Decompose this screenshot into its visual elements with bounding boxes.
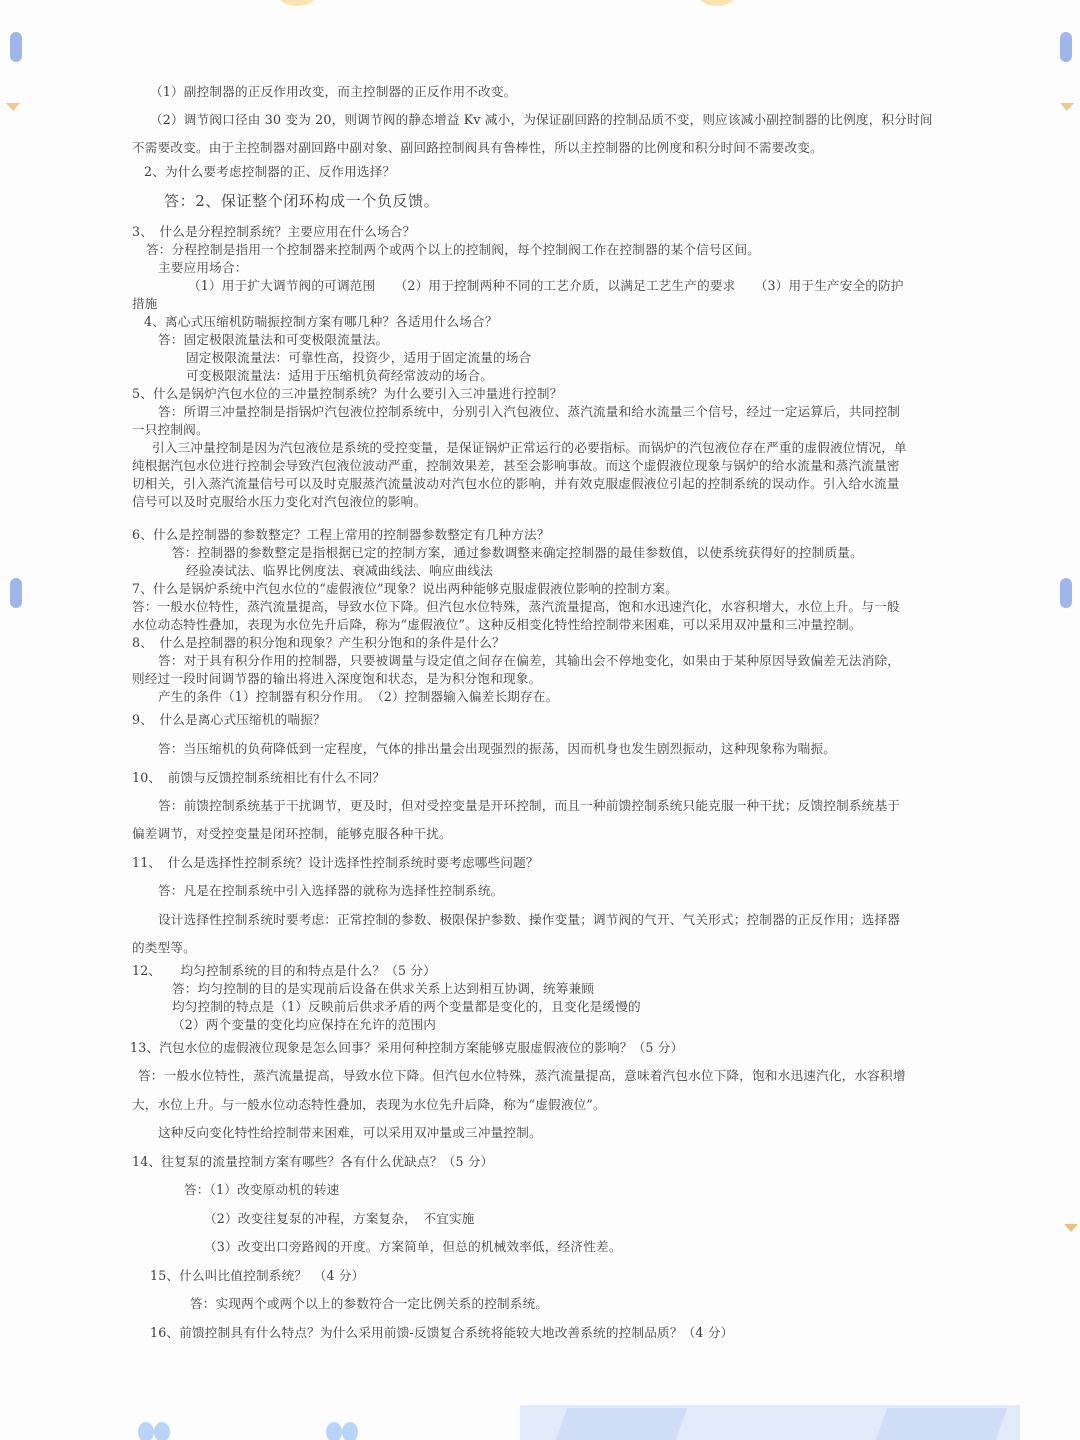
- text-line: 引入三冲量控制是因为汽包液位是系统的受控变量，是保证锅炉正常运行的必要指标。而锅炉的汽包液位存在严重的虚假液位情况，单: [152, 440, 907, 455]
- decor-triangle: [1064, 1224, 1078, 1232]
- text-line: 切相关，引入蒸汽流量信号可以及时克服蒸汽流量波动对汽包水位的影响，并有效克服虚假液位引起的控制系统的误动作。引入给水流量: [132, 476, 900, 491]
- text-line: 11、 什么是选择性控制系统？设计选择性控制系统时要考虑哪些问题？: [132, 855, 539, 870]
- text-line: 答：一般水位特性，蒸汽流量提高，导致水位下降。但汽包水位特殊，蒸汽流量提高，意味着汽包水位下降，饱和水迅速汽化，水容积增: [138, 1068, 906, 1083]
- decor-shape: [553, 1408, 688, 1440]
- decor-blob: [698, 0, 736, 6]
- text-line: 纯根据汽包水位进行控制会导致汽包液位波动严重，控制效果差，甚至会影响事故。而这个虚假液位现象与锅炉的给水流量和蒸汽流量密: [132, 458, 900, 473]
- text-line: 信号可以及时克服给水压力变化对汽包液位的影响。: [132, 494, 427, 509]
- text-line: 10、 前馈与反馈控制系统相比有什么不同？: [132, 770, 386, 785]
- text-line: 偏差调节，对受控变量是闭环控制，能够克服各种干扰。: [132, 826, 452, 841]
- text-line: 经验凑试法、临界比例度法、衰减曲线法、响应曲线法: [186, 563, 494, 578]
- text-line: 答：一般水位特性，蒸汽流量提高，导致水位下降。但汽包水位特殊，蒸汽流量提高，饱和水迅速汽化，水容积增大，水位上升。与一般: [132, 599, 900, 614]
- text-line: 2、为什么要考虑控制器的正、反作用选择？: [144, 164, 396, 179]
- text-line: 8、 什么是控制器的积分饱和现象？产生积分饱和的条件是什么？: [132, 635, 505, 650]
- text-line: 固定极限流量法：可靠性高，投资少，适用于固定流量的场合: [186, 350, 532, 365]
- text-line: （1）副控制器的正反作用改变，而主控制器的正反作用不改变。: [150, 84, 517, 99]
- text-line: 答：凡是在控制系统中引入选择器的就称为选择性控制系统。: [158, 883, 504, 898]
- text-line: 可变极限流量法：适用于压缩机负荷经常波动的场合。: [186, 368, 494, 383]
- decor-tab: [10, 578, 22, 608]
- text-line: 答：控制器的参数整定是指根据已定的控制方案，通过参数调整来确定控制器的最佳参数值，以使系统获得好的控制质量。: [172, 545, 863, 560]
- text-line: 答：对于具有积分作用的控制器，只要被调量与设定值之间存在偏差，其输出会不停地变化，如果由于某种原因导致偏差无法消除，: [158, 653, 901, 668]
- text-line: 均匀控制的特点是（1）反映前后供求矛盾的两个变量都是变化的，且变化是缓慢的: [172, 999, 641, 1014]
- decor-tab: [1060, 578, 1072, 608]
- text-line: （1）用于扩大调节阀的可调范围 （2）用于控制两种不同的工艺介质，以满足工艺生产的要求 （3）用于生产安全的防护: [188, 278, 904, 293]
- text-line: （2）调节阀口径由 30 变为 20，则调节阀的静态增益 Kv 减小，为保证副回路的控制品质不变，则应该减小副控制器的比例度，积分时间: [150, 112, 933, 127]
- text-line: 的类型等。: [132, 940, 196, 955]
- decor-shape: [873, 1408, 1008, 1440]
- text-line: 12、 均匀控制系统的目的和特点是什么？（5 分）: [132, 963, 437, 978]
- text-line: （3）改变出口旁路阀的开度。方案简单，但总的机械效率低，经济性差。: [204, 1239, 622, 1254]
- text-line: 答：当压缩机的负荷降低到一定程度，气体的排出量会出现强烈的振荡，因而机身也发生剧烈振动，这种现象称为喘振。: [158, 741, 837, 756]
- text-line: 6、什么是控制器的参数整定？工程上常用的控制器参数整定有几种方法？: [132, 527, 550, 542]
- decor-blob: [278, 0, 316, 6]
- text-line: 产生的条件（1）控制器有积分作用。 （2）控制器输入偏差长期存在。: [158, 689, 559, 704]
- text-line: 16、前馈控制具有什么特点？为什么采用前馈-反馈复合系统将能较大地改善系统的控制品质？（4 分）: [150, 1325, 734, 1340]
- decor-triangle: [6, 103, 20, 111]
- text-line: 答：所谓三冲量控制是指锅炉汽包液位控制系统中，分别引入汽包液位、蒸汽流量和给水流量三个信号，经过一定运算后，共同控制: [158, 404, 901, 419]
- text-line: 4、离心式压缩机防喘振控制方案有哪几种？各适用什么场合？: [144, 314, 498, 329]
- text-line: 答：（1）改变原动机的转速: [184, 1182, 340, 1197]
- text-line: 一只控制阀。: [132, 422, 209, 437]
- text-line: 大，水位上升。与一般水位动态特性叠加，表现为水位先升后降，称为“虚假液位”。: [132, 1097, 606, 1112]
- text-line: 答：分程控制是指用一个控制器来控制两个或两个以上的控制阀，每个控制阀工作在控制器的某个信号区间。: [146, 242, 761, 257]
- text-line: （2）改变往复泵的冲程，方案复杂， 不宜实施: [204, 1211, 475, 1226]
- text-line: 则经过一段时间调节器的输出将进入深度饱和状态，是为积分饱和现象。: [132, 671, 542, 686]
- text-line: 主要应用场合：: [158, 260, 248, 275]
- text-line: 答：固定极限流量法和可变极限流量法。: [158, 332, 389, 347]
- decor-flower: [138, 1418, 172, 1440]
- text-line: 14、往复泵的流量控制方案有哪些？各有什么优缺点？（5 分）: [132, 1154, 494, 1169]
- text-line: 15、什么叫比值控制系统？ （4 分）: [150, 1268, 365, 1283]
- text-line: （2）两个变量的变化均应保持在允许的范围内: [172, 1017, 437, 1032]
- text-line: 答：均匀控制的目的是实现前后设备在供求关系上达到相互协调，统筹兼顾: [172, 981, 595, 996]
- text-line: 水位动态特性叠加，表现为水位先升后降，称为“虚假液位”。这种反相变化特性给控制带来困难，可以采用双冲量和三冲量控制。: [132, 617, 862, 632]
- text-line: 9、 什么是离心式压缩机的喘振？: [132, 712, 326, 727]
- decor-tab: [1060, 32, 1072, 62]
- text-line: 答：前馈控制系统基于干扰调节，更及时，但对受控变量是开环控制，而且一种前馈控制系统只能克服一种干扰；反馈控制系统基于: [158, 798, 901, 813]
- decor-flower: [326, 1418, 360, 1440]
- text-line: 这种反向变化特性给控制带来困难，可以采用双冲量或三冲量控制。: [158, 1125, 542, 1140]
- text-line: 答：实现两个或两个以上的参数符合一定比例关系的控制系统。: [190, 1296, 549, 1311]
- text-line: 5、什么是锅炉汽包水位的三冲量控制系统？为什么要引入三冲量进行控制？: [132, 386, 563, 401]
- text-line: 13、汽包水位的虚假液位现象是怎么回事？采用何种控制方案能够克服虚假液位的影响？（5 分）: [130, 1040, 684, 1055]
- text-line: 措施: [132, 296, 158, 311]
- decor-tab: [10, 32, 22, 62]
- text-line: 设计选择性控制系统时要考虑：正常控制的参数、极限保护参数、操作变量；调节阀的气开、气关形式；控制器的正反作用；选择器: [158, 912, 901, 927]
- text-line: 3、 什么是分程控制系统？主要应用在什么场合？: [132, 224, 416, 239]
- text-line: 答：2、保证整个闭环构成一个负反馈。: [164, 192, 440, 210]
- text-line: 不需要改变。由于主控制器对副回路中副对象、副回路控制阀具有鲁棒性，所以主控制器的比例度和积分时间不需要改变。: [132, 140, 823, 155]
- decor-triangle: [1060, 103, 1074, 111]
- text-line: 7、什么是锅炉系统中汽包水位的“虚假液位”现象？说出两种能够克服虚假液位影响的控制方案。: [132, 581, 679, 596]
